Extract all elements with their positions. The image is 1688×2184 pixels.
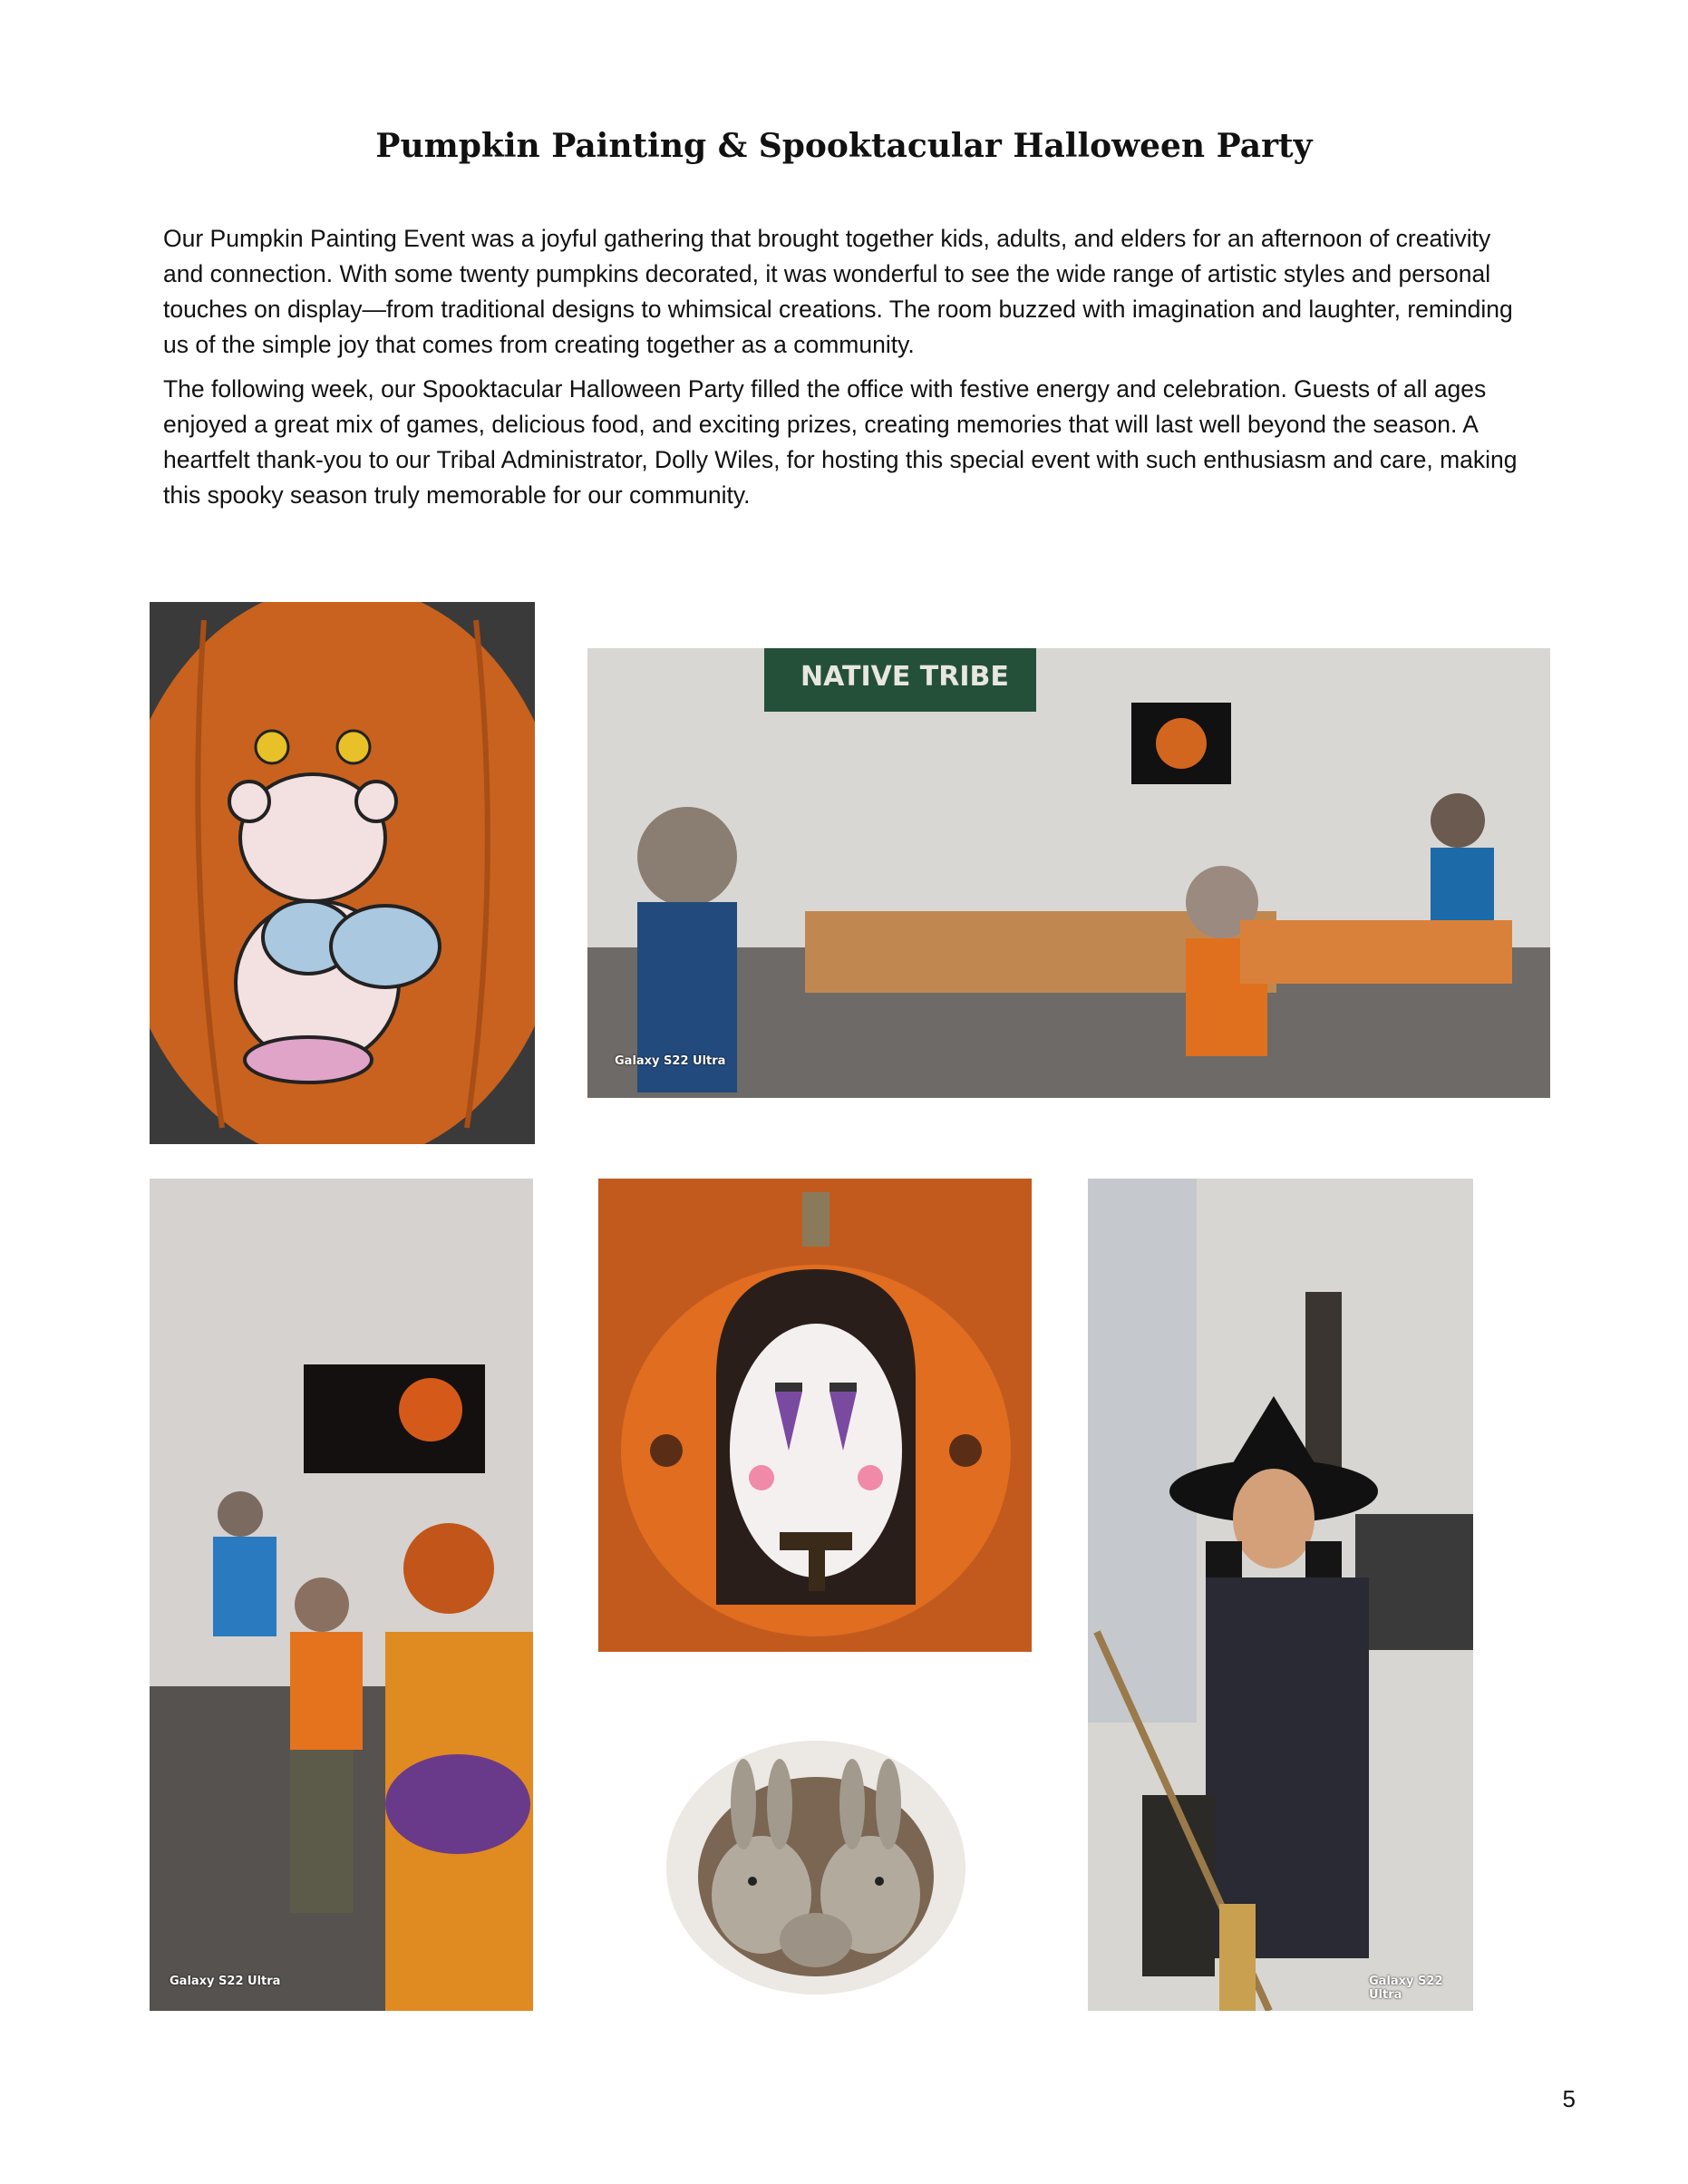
photo-witch (1088, 1179, 1473, 2011)
photo-noface-pumpkin (598, 1179, 1032, 1652)
party-room-watermark: Galaxy S22 Ultra (615, 1054, 726, 1068)
paragraph-halloween-party: The following week, our Spooktacular Halloween Party filled the office with festive energy and celebration. Guests of all ages enjoyed a great mix of games, delicious food, and exciting prizes, creating memories that will last well beyond the season. A heartfelt thank-you to our Tribal Administrator, Dolly Wiles, for hosting this special event with such enthusiasm and care, making this spooky season truly memorable for our community. (163, 375, 1518, 509)
witch-watermark: Galaxy S22 Ultra (1369, 1975, 1443, 2002)
article-body (163, 221, 1532, 522)
photo-bunnies-illustration (635, 1686, 997, 2031)
photo-party-food (150, 1179, 533, 2011)
paragraph-pumpkin-painting: Our Pumpkin Painting Event was a joyful gathering that brought together kids, adults, and elders for an afternoon of creativity and connection. With some twenty pumpkins decorated, it was wonderful to see the wide range of artistic styles and personal touches on display—from traditional designs to whimsical creations. The room buzzed with imagination and laughter, reminding us of the simple joy that comes from creating together as a community. (163, 225, 1513, 358)
photo-party-room (587, 648, 1550, 1098)
party-room-banner: NATIVE TRIBE (800, 661, 1009, 693)
party-food-watermark: Galaxy S22 Ultra (170, 1975, 281, 1988)
page-number: 5 (1562, 2085, 1576, 2112)
photo-bear-pumpkin (150, 602, 535, 1144)
page-title: Pumpkin Painting & Spooktacular Halloween Party (375, 127, 1313, 165)
